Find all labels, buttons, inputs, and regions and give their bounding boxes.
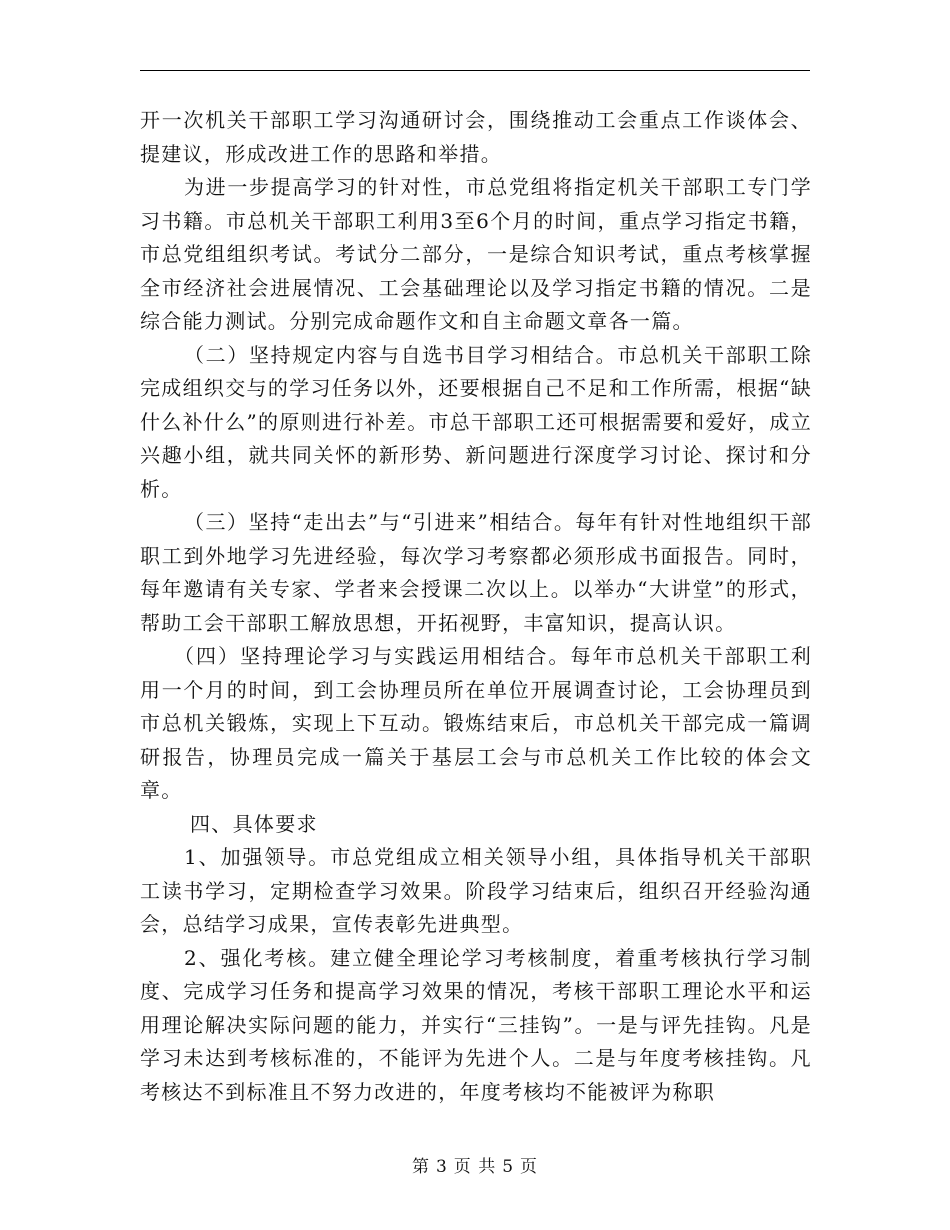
header-rule [140,70,810,71]
paragraph-requirement-leadership: 1、加强领导。市总党组成立相关领导小组，具体指导机关干部职工读书学习，定期检查学习效果。阶段学习结束后，组织召开经验沟通会，总结学习成果，宣传表彰先进典型。 [140,845,812,936]
page-footer [0,1152,950,1177]
paragraph-continuation: 开一次机关干部职工学习沟通研讨会，围绕推动工会重点工作谈体会、提建议，形成改进工作的思路和举措。 [140,108,812,166]
section-heading-requirements: 四、具体要求 [190,811,318,836]
paragraph-section-three: （三）坚持“走出去”与“引进来”相结合。每年有针对性地组织干部职工到外地学习先进经验，每次学习考察都必须形成书面报告。同时，每年邀请有关专家、学者来会授课二次以上。以举办“大讲堂”的形式，帮助工会干部职工解放思想，开拓视野，丰富知识，提高认识。 [140,510,812,635]
footer-total-pages: 5 [502,1157,515,1177]
footer-suffix: 页 [520,1157,539,1177]
paragraph-section-two: （二）坚持规定内容与自选书目学习相结合。市总机关干部职工除完成组织交与的学习任务以外，还要根据自己不足和工作所需，根据“缺什么补什么”的原则进行补差。市总干部职工还可根据需要和爱好，成立兴趣小组，就共同关怀的新形势、新问题进行深度学习讨论、探讨和分析。 [140,342,812,501]
footer-current-page: 3 [435,1157,448,1177]
document-body [140,104,812,1109]
paragraph-section-four: （四）坚持理论学习与实践运用相结合。每年市总机关干部职工利用一个月的时间，到工会协理员所在单位开展调查讨论，工会协理员到市总机关锻炼，实现上下互动。锻炼结束后，市总机关干部完成一篇调研报告，协理员完成一篇关于基层工会与市总机关工作比较的体会文章。 [140,644,812,802]
footer-middle: 页 共 [453,1157,497,1177]
footer-prefix: 第 [411,1157,430,1177]
paragraph-study-books: 为进一步提高学习的针对性，市总党组将指定机关干部职工专门学习书籍。市总机关干部职工利用3至6个月的时间，重点学习指定书籍，市总党组组织考试。考试分二部分，一是综合知识考试，重点考核掌握全市经济社会进展情况、工会基础理论以及学习指定书籍的情况。二是综合能力测试。分别完成命题作文和自主命题文章各一篇。 [140,175,812,333]
paragraph-requirement-assessment: 2、强化考核。建立健全理论学习考核制度，着重考核执行学习制度、完成学习任务和提高学习效果的情况，考核干部职工理论水平和运用理论解决实际问题的能力，并实行“三挂钩”。一是与评先挂钩。凡是学习未达到考核标准的，不能评为先进个人。二是与年度考核挂钩。凡考核达不到标准且不努力改进的，年度考核均不能被评为称职 [140,945,812,1104]
